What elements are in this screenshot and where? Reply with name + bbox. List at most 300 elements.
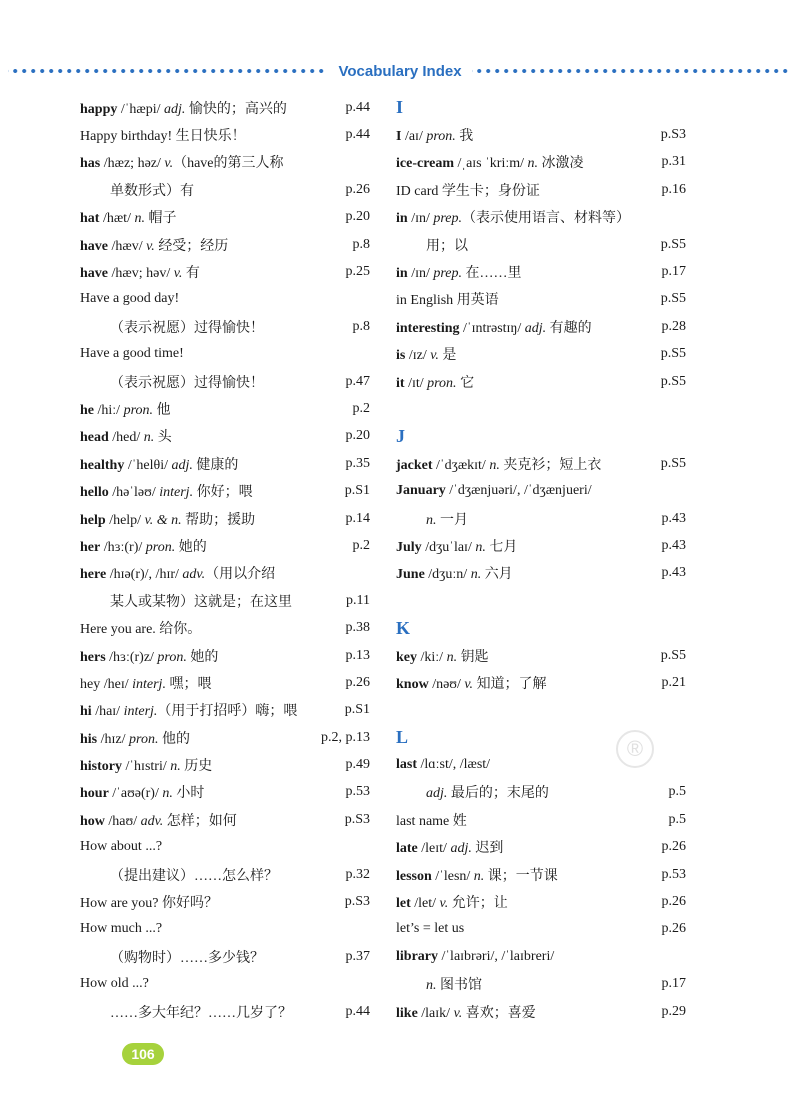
headword: let — [396, 896, 411, 912]
vocab-entry — [80, 423, 370, 450]
page-reference: p.29 — [661, 1003, 686, 1019]
part-of-speech: n. — [170, 759, 181, 775]
part-of-speech: interj. — [159, 485, 194, 501]
vocab-entry — [80, 286, 370, 313]
vocab-entry — [396, 943, 686, 970]
entry-phonetic: /hɪz/ — [97, 731, 130, 747]
entry-phonetic: /help/ — [105, 512, 145, 528]
definition: （用以介绍 — [205, 567, 276, 583]
page-reference: p.44 — [345, 99, 370, 115]
entry-text — [396, 235, 468, 255]
page-number-badge: 106 — [122, 1043, 164, 1065]
entry-text — [396, 536, 517, 556]
definition: 历史 — [180, 759, 213, 775]
entry-phonetic: ……多大年纪？……几岁了？ — [110, 1005, 292, 1021]
headword: how — [80, 813, 105, 829]
headword: library — [396, 948, 438, 964]
entry-text — [396, 673, 547, 693]
entry-text — [396, 782, 549, 802]
entry-text — [80, 755, 212, 775]
entry-phonetic: in English 用英语 — [396, 293, 499, 309]
entry-phonetic: /ɪn/ — [407, 266, 434, 282]
entry-text — [80, 810, 237, 830]
headword: help — [80, 512, 106, 528]
page-reference: p.2 — [352, 400, 370, 416]
vocab-entry — [80, 971, 370, 998]
entry-phonetic: let’s = let us — [396, 921, 465, 937]
vocab-entry — [396, 560, 686, 587]
definition: 夹克衫；短上衣 — [499, 457, 602, 473]
entry-text — [396, 454, 601, 474]
part-of-speech: v. — [453, 1005, 463, 1021]
definition: 帮助；援助 — [181, 512, 256, 528]
vocab-entry — [396, 368, 686, 395]
entry-phonetic: /ˈhɪstri/ — [122, 759, 171, 775]
entry-text — [80, 372, 264, 392]
definition: 愉快的；高兴的 — [185, 101, 287, 117]
vocab-entry — [80, 450, 370, 477]
headword: it — [396, 375, 405, 391]
page-reference: p.25 — [345, 264, 370, 280]
definition: （用于打招呼）嗨；喂 — [157, 704, 298, 720]
entry-phonetic: （表示祝愿）过得愉快！ — [110, 375, 264, 391]
page-reference: p.8 — [352, 236, 370, 252]
vocab-entry — [80, 477, 370, 504]
entry-phonetic: （表示祝愿）过得愉快！ — [110, 320, 264, 336]
page-reference: p.43 — [661, 537, 686, 553]
page-reference: p.28 — [661, 318, 686, 334]
header-dots-right — [472, 69, 792, 73]
vocab-entry — [80, 697, 370, 724]
vocab-entry — [396, 149, 686, 176]
entry-continuation — [396, 779, 686, 806]
entry-text — [80, 481, 253, 501]
part-of-speech: n. — [162, 786, 173, 802]
entry-continuation — [80, 587, 370, 614]
vocab-entry — [80, 614, 370, 641]
entry-text — [396, 646, 489, 666]
vocab-entry — [396, 998, 686, 1025]
entry-phonetic: hey /heɪ/ — [80, 676, 133, 692]
part-of-speech: adv. — [140, 813, 164, 829]
definition: 最后的；末尾的 — [447, 786, 549, 802]
definition: 迟到 — [471, 841, 504, 857]
definition: 小时 — [172, 786, 205, 802]
part-of-speech: pron. — [157, 649, 187, 665]
entry-phonetic: /ˈlaɪbrəri/, /ˈlaɪbreri/ — [438, 948, 555, 964]
vocab-entry — [80, 834, 370, 861]
page-reference: p.S5 — [660, 373, 686, 389]
entry-phonetic: Have a good day! — [80, 291, 180, 307]
page-reference: p.17 — [661, 976, 686, 992]
entry-continuation — [396, 505, 686, 532]
headword: hi — [80, 704, 92, 720]
entry-text — [396, 563, 513, 583]
part-of-speech: v. — [173, 266, 183, 282]
page-reference: p.S5 — [660, 647, 686, 663]
page-reference: p.43 — [661, 510, 686, 526]
entry-phonetic: /hɜː(r)/ — [100, 539, 146, 555]
headword: his — [80, 731, 98, 747]
entry-phonetic: How much ...? — [80, 921, 163, 937]
page-reference: p.S3 — [344, 894, 370, 910]
headword: head — [80, 430, 109, 446]
part-of-speech: n. — [473, 868, 485, 884]
vocab-entry — [80, 751, 370, 778]
right-column — [396, 94, 686, 1025]
vocab-entry — [80, 724, 370, 751]
entry-text — [80, 317, 264, 337]
vocab-entry — [80, 395, 370, 422]
part-of-speech: n. — [489, 457, 500, 473]
part-of-speech: n. — [143, 430, 155, 446]
entry-text — [80, 125, 246, 145]
entry-phonetic: /ɪt/ — [404, 375, 428, 391]
definition: 嘿；喂 — [165, 676, 212, 692]
vocab-entry — [80, 532, 370, 559]
part-of-speech: interj. — [132, 676, 166, 692]
entry-continuation — [80, 943, 370, 970]
entry-text — [396, 180, 540, 200]
entry-phonetic: ID card 学生卡；身份证 — [396, 183, 540, 199]
vocab-entry — [80, 204, 370, 231]
section-letter: K — [396, 617, 411, 638]
part-of-speech: pron. — [123, 402, 153, 418]
entry-phonetic: Here you are. 给你。 — [80, 622, 202, 638]
entry-text — [396, 207, 630, 227]
vocab-entry — [80, 505, 370, 532]
vocab-entry — [396, 669, 686, 696]
vocab-entry — [396, 341, 686, 368]
headword: history — [80, 759, 122, 775]
entry-text — [80, 454, 238, 474]
entry-continuation — [396, 231, 686, 258]
entry-text — [396, 921, 464, 937]
headword: jacket — [396, 457, 433, 473]
entry-text — [80, 152, 284, 172]
entry-phonetic: /nəʊ/ — [428, 676, 465, 692]
definition: 我 — [455, 129, 474, 145]
part-of-speech: n. — [527, 156, 539, 172]
vocab-entry — [80, 669, 370, 696]
entry-phonetic: /hæv; həv/ — [108, 266, 174, 282]
entry-phonetic: /dʒuːn/ — [424, 567, 471, 583]
page-reference: p.2, p.13 — [321, 729, 370, 745]
definition: 你好；喂 — [193, 485, 253, 501]
entry-text — [80, 782, 204, 802]
vocab-entry — [396, 916, 686, 943]
page-reference: p.S1 — [344, 702, 370, 718]
definition: 她的 — [175, 539, 207, 555]
headword: healthy — [80, 457, 125, 473]
definition: 怎样；如何 — [163, 813, 237, 829]
entry-phonetic: 某人或某物）这就是；在这里 — [110, 594, 292, 610]
vocab-entry — [396, 477, 686, 504]
part-of-speech: adj. — [426, 786, 448, 802]
entry-continuation — [80, 313, 370, 340]
part-of-speech: prep. — [433, 266, 463, 282]
definition: 喜欢；喜爱 — [462, 1005, 536, 1021]
page-reference: p.43 — [661, 565, 686, 581]
vocab-entry — [80, 560, 370, 587]
headword: I — [396, 129, 402, 145]
entry-text — [80, 98, 287, 118]
entry-text — [80, 892, 218, 912]
entry-text — [396, 125, 473, 145]
entry-text — [80, 509, 255, 529]
section-letter: J — [396, 425, 405, 446]
headword: hour — [80, 786, 109, 802]
headword: interesting — [396, 320, 460, 336]
part-of-speech: adj. — [450, 841, 472, 857]
section-gap — [396, 587, 686, 614]
definition: 图书馆 — [436, 978, 482, 994]
page-reference: p.5 — [668, 811, 686, 827]
entry-text — [80, 591, 292, 611]
entry-phonetic: /dʒuˈlaɪ/ — [421, 539, 476, 555]
vocab-entry — [80, 806, 370, 833]
page-reference: p.44 — [345, 1003, 370, 1019]
entry-phonetic: /hɜː(r)z/ — [105, 649, 158, 665]
entry-phonetic: /ɪn/ — [407, 211, 434, 227]
headword: lesson — [396, 868, 432, 884]
entry-text — [396, 757, 490, 773]
page-reference: p.49 — [345, 757, 370, 773]
entry-phonetic: /ˌaɪs ˈkriːm/ — [454, 156, 528, 172]
part-of-speech: adj. — [524, 320, 547, 336]
headword: he — [80, 402, 94, 418]
entry-text — [80, 346, 184, 362]
part-of-speech: n. — [475, 539, 486, 555]
page-header — [0, 58, 800, 84]
vocab-entry — [396, 532, 686, 559]
headword: have — [80, 266, 108, 282]
section-gap — [396, 697, 686, 724]
page-reference: p.2 — [352, 537, 370, 553]
entry-phonetic: /hɪə(r)/, /hɪr/ — [106, 567, 183, 583]
headword: ice-cream — [396, 156, 455, 172]
entry-text — [396, 1002, 536, 1022]
definition: 经受；经历 — [154, 238, 229, 254]
part-of-speech: pron. — [426, 129, 456, 145]
entry-phonetic: /ɪz/ — [405, 348, 431, 364]
page-reference: p.26 — [345, 674, 370, 690]
definition: （have的第三人称 — [173, 156, 284, 172]
entry-continuation — [80, 998, 370, 1025]
entry-phonetic: （购物时）……多少钱？ — [110, 950, 264, 966]
page-reference: p.37 — [345, 948, 370, 964]
entry-phonetic: How old ...? — [80, 976, 149, 992]
definition: 课；一节课 — [484, 868, 558, 884]
page-reference: p.32 — [345, 866, 370, 882]
headword: January — [396, 483, 446, 499]
vocab-entry — [80, 642, 370, 669]
part-of-speech: pron. — [145, 539, 176, 555]
part-of-speech: v. & n. — [144, 512, 182, 528]
entry-text — [80, 865, 278, 885]
vocab-entry — [396, 642, 686, 669]
page-reference: p.11 — [346, 592, 370, 608]
page-reference: p.26 — [661, 921, 686, 937]
entry-text — [396, 317, 592, 337]
entry-continuation — [80, 368, 370, 395]
page-reference: p.26 — [345, 181, 370, 197]
entry-text — [396, 810, 467, 830]
vocab-entry — [80, 94, 370, 121]
entry-text — [80, 399, 171, 419]
entry-phonetic: Happy birthday! 生日快乐！ — [80, 129, 246, 145]
part-of-speech: v. — [164, 156, 174, 172]
entry-phonetic: 单数形式）有 — [110, 183, 194, 199]
page-reference: p.44 — [345, 127, 370, 143]
section-gap — [396, 395, 686, 422]
part-of-speech: adj. — [164, 101, 186, 117]
entry-text — [80, 618, 201, 638]
definition: 健康的 — [192, 457, 239, 473]
vocab-entry — [80, 779, 370, 806]
part-of-speech: v. — [439, 896, 449, 912]
part-of-speech: v. — [464, 676, 474, 692]
headword: have — [80, 238, 108, 254]
vocab-entry — [396, 834, 686, 861]
page-reference: p.S3 — [660, 127, 686, 143]
page-reference: p.35 — [345, 455, 370, 471]
page-reference: p.8 — [352, 318, 370, 334]
section-letter: I — [396, 97, 404, 118]
entry-phonetic: last name 姓 — [396, 813, 467, 829]
page-reference: p.5 — [668, 784, 686, 800]
headword: has — [80, 156, 101, 172]
entry-text — [396, 974, 482, 994]
entry-phonetic: /haɪ/ — [91, 704, 124, 720]
entry-phonetic: /leɪt/ — [417, 841, 451, 857]
entry-text — [396, 483, 592, 499]
page-reference: p.26 — [661, 894, 686, 910]
vocab-entry — [396, 204, 686, 231]
part-of-speech: pron. — [129, 731, 159, 747]
vocab-entry — [80, 888, 370, 915]
entry-text — [80, 536, 207, 556]
definition: 钥匙 — [457, 649, 489, 665]
entry-phonetic: /kiː/ — [417, 649, 447, 665]
entry-text — [396, 509, 468, 529]
headword: hat — [80, 211, 100, 227]
entry-phonetic: /let/ — [410, 896, 440, 912]
part-of-speech: n. — [470, 567, 482, 583]
vocab-entry — [80, 916, 370, 943]
entry-phonetic: /ˈhæpi/ — [117, 101, 165, 117]
definition: 头 — [154, 430, 172, 446]
entry-phonetic: /laɪk/ — [417, 1005, 454, 1021]
page-reference: p.S5 — [660, 346, 686, 362]
headword: here — [80, 567, 107, 583]
entry-phonetic: /aɪ/ — [401, 129, 427, 145]
part-of-speech: v. — [146, 238, 155, 254]
entry-text — [396, 892, 508, 912]
definition: 他 — [153, 402, 171, 418]
vocab-entry — [80, 341, 370, 368]
entry-text — [396, 949, 554, 965]
entry-phonetic: Have a good time! — [80, 346, 184, 362]
vocab-entry — [80, 149, 370, 176]
entry-text — [80, 563, 275, 583]
part-of-speech: pron. — [427, 375, 457, 391]
headword: is — [396, 348, 406, 364]
definition: 帽子 — [144, 211, 177, 227]
part-of-speech: prep. — [433, 211, 463, 227]
headword: know — [396, 676, 429, 692]
entry-phonetic: （提出建议）……怎么样？ — [110, 868, 278, 884]
entry-continuation — [396, 971, 686, 998]
entry-continuation — [80, 861, 370, 888]
entry-phonetic: /ˈdʒækɪt/ — [432, 457, 490, 473]
header-title: Vocabulary Index — [338, 62, 462, 80]
entry-text — [80, 839, 162, 855]
headword: late — [396, 841, 418, 857]
page-reference: p.53 — [345, 784, 370, 800]
page-reference: p.26 — [661, 839, 686, 855]
entry-phonetic: /hiː/ — [94, 402, 124, 418]
definition: 一月 — [436, 512, 468, 528]
entry-text — [80, 700, 297, 720]
vocab-entry — [396, 888, 686, 915]
page-reference: p.53 — [661, 866, 686, 882]
page-reference: p.13 — [345, 647, 370, 663]
page-reference: p.S5 — [660, 455, 686, 471]
entry-phonetic: /ˈɪntrəstɪŋ/ — [459, 320, 525, 336]
entry-phonetic: /ˈhelθi/ — [124, 457, 172, 473]
entry-text — [80, 728, 190, 748]
entry-text — [396, 865, 558, 885]
definition: 六月 — [481, 567, 513, 583]
entry-text — [396, 344, 456, 364]
entry-phonetic: /həˈləʊ/ — [108, 485, 160, 501]
headword: July — [396, 539, 422, 555]
page-reference: p.17 — [661, 264, 686, 280]
entry-text — [80, 291, 179, 307]
part-of-speech: n. — [446, 649, 458, 665]
entry-text — [80, 207, 176, 227]
vocab-entry — [396, 861, 686, 888]
page-reference: p.S1 — [344, 483, 370, 499]
headword: in — [396, 266, 408, 282]
part-of-speech: adj. — [171, 457, 193, 473]
entry-phonetic: /lɑːst/, /læst/ — [417, 757, 491, 773]
part-of-speech: adv. — [182, 567, 206, 583]
entry-phonetic: How are you? 你好吗？ — [80, 896, 219, 912]
headword: hello — [80, 485, 109, 501]
headword: June — [396, 567, 425, 583]
definition: 有趣的 — [546, 320, 592, 336]
page-reference: p.21 — [661, 674, 686, 690]
definition: 有 — [182, 266, 200, 282]
entry-text — [80, 976, 149, 992]
definition: 它 — [456, 375, 475, 391]
headword: her — [80, 539, 101, 555]
definition: （表示使用语言、材料等） — [462, 211, 631, 227]
page-reference: p.14 — [345, 510, 370, 526]
part-of-speech: interj. — [123, 704, 158, 720]
entry-text — [80, 646, 218, 666]
entry-phonetic: /hed/ — [108, 430, 144, 446]
entry-text — [80, 1002, 292, 1022]
entry-text — [396, 289, 499, 309]
definition: 他的 — [158, 731, 190, 747]
definition: 冰激凌 — [538, 156, 584, 172]
definition: 在……里 — [462, 266, 522, 282]
headword: last — [396, 757, 417, 773]
part-of-speech: n. — [426, 978, 437, 994]
